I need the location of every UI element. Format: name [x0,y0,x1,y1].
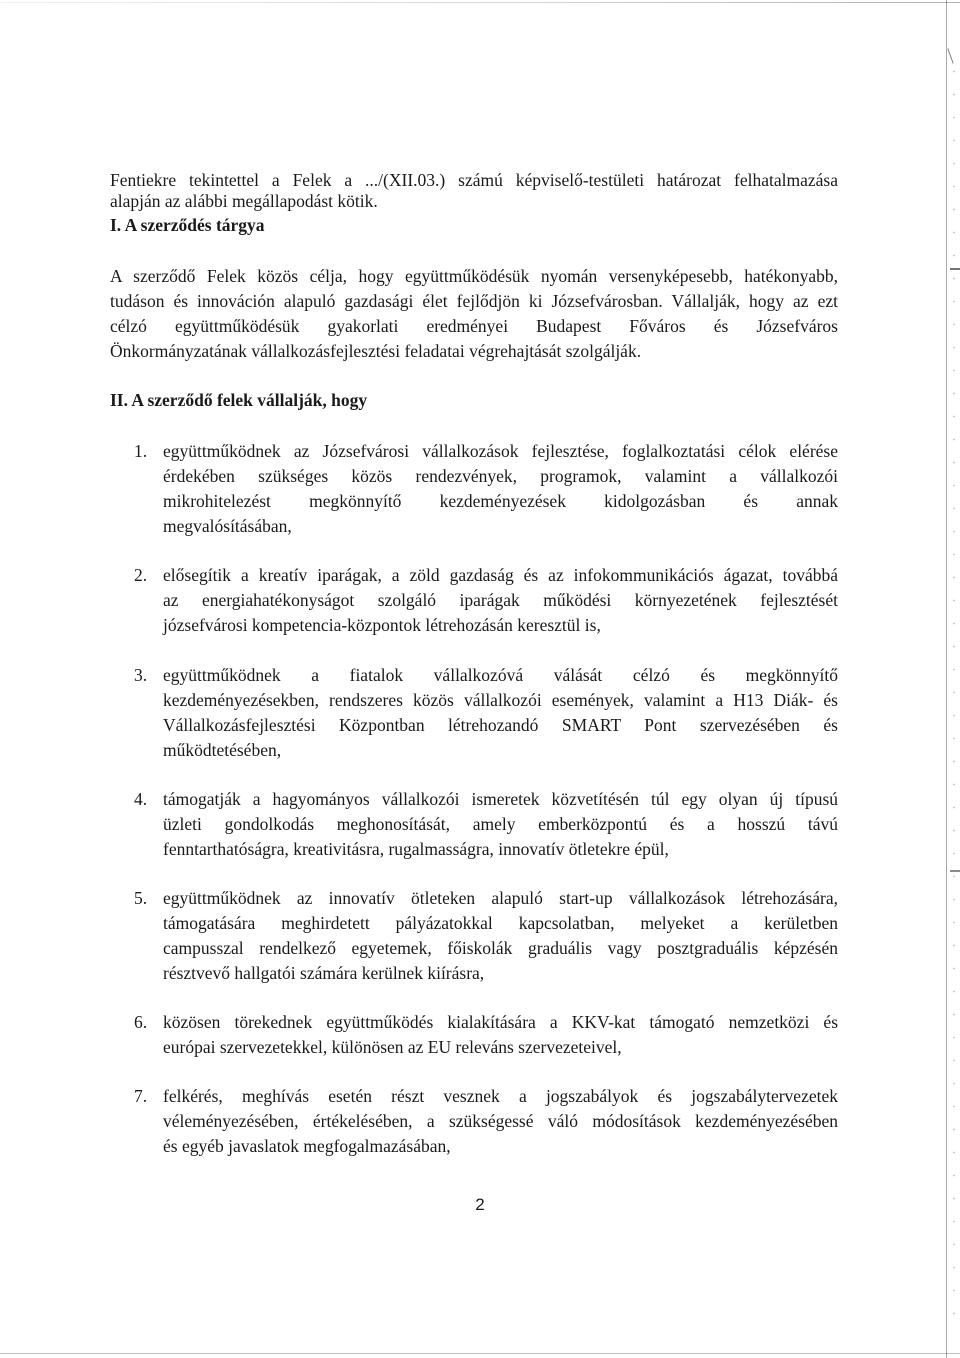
intro-line: Fentiekre tekintettel a Felek a .../(XII.03.) számú képviselő-testületi határozat felhatalmazása [110,170,838,190]
list-item-line: megvalósításában, [163,516,292,536]
list-item-number: 3. [134,665,148,685]
list-item-number: 7. [134,1086,148,1106]
list-item-line: együttműködnek az innovatív ötleteken alapuló start-up vállalkozások létrehozására, [163,888,838,908]
section-heading: I. A szerződés tárgya [110,215,265,235]
list-item-line: Vállalkozásfejlesztési Központban létrehozandó SMART Pont szervezésében és [163,715,838,735]
list-item-line: érdekében szükséges közös rendezvények, programok, valamint a vállalkozói [163,466,838,486]
paragraph-line: tudáson és innováción alapuló gazdasági élet fejlődjön ki Józsefvárosban. Vállalják, hogy az ezt [110,291,838,311]
paragraph-line: Önkormányzatának vállalkozásfejlesztési feladatai végrehajtását szolgálják. [110,341,642,361]
list-item-line: mikrohitelezést megkönnyítő kezdeményezések kidolgozásban és annak [163,491,838,511]
list-item-line: európai szervezetekkel, különösen az EU releváns szervezeteivel, [163,1037,622,1057]
scan-bottom-edge [0,1353,960,1354]
intro-line: alapján az alábbi megállapodást kötik. [110,191,378,211]
list-item-line: közösen törekednek együttműködés kialakítására a KKV-kat támogató nemzetközi és [163,1012,838,1032]
scan-right-edge [946,0,947,1358]
list-item-line: együttműködnek a fiatalok vállalkozóvá válását célzó és megkönnyítő [163,665,838,685]
list-item-number: 5. [134,888,148,908]
list-item-line: józsefvárosi kompetencia-központok létrehozásán keresztül is, [163,615,601,635]
list-item-line: együttműködnek az Józsefvárosi vállalkozások fejlesztése, foglalkoztatási célok elérése [163,441,838,461]
list-item-line: fenntarthatóságra, kreativitásra, rugalmasságra, innovatív ötletekre épül, [163,839,669,859]
scan-mark [950,268,960,270]
page-number: 2 [475,1195,485,1214]
scan-mark [947,48,953,63]
list-item-line: elősegítik a kreatív iparágak, a zöld gazdaság és az infokommunikációs ágazat, továbbá [163,565,838,585]
list-item-number: 6. [134,1012,148,1032]
list-item-line: támogatják a hagyományos vállalkozói ismeretek közvetítésén túl egy olyan új típusú [163,789,838,809]
scan-top-edge [0,2,960,3]
list-item-line: kezdeményezésekben, rendszeres közös vállalkozói események, valamint a H13 Diák- és [163,690,838,710]
paragraph-line: célzó együttműködésük gyakorlati eredményei Budapest Főváros és Józsefváros [110,316,838,336]
list-item-line: véleményezésében, értékelésében, a szükségessé váló módosítások kezdeményezésében [163,1111,838,1131]
list-item-line: támogatására meghirdetett pályázatokkal kapcsolatban, melyeket a kerületben [163,913,838,933]
list-item-number: 4. [134,789,148,809]
list-item-line: campusszal rendelkező egyetemek, főiskolák graduális vagy posztgraduális képzésén [163,938,838,958]
scan-mark [950,870,960,872]
list-item-line: az energiahatékonyságot szolgáló iparágak működési környezetének fejlesztését [163,590,838,610]
section-heading: II. A szerződő felek vállalják, hogy [110,390,368,410]
list-item-line: üzleti gondolkodás meghonosítását, amely emberközpontú és a hosszú távú [163,814,838,834]
list-item-line: felkérés, meghívás esetén részt vesznek a jogszabályok és jogszabálytervezetek [163,1086,838,1106]
list-item-line: és egyéb javaslatok megfogalmazásában, [163,1136,451,1156]
scan-noise [952,60,956,1320]
list-item-number: 1. [134,441,148,461]
list-item-number: 2. [134,565,148,585]
list-item-line: résztvevő hallgatói számára kerülnek kiírásra, [163,963,485,983]
paragraph-line: A szerződő Felek közös célja, hogy együttműködésük nyomán versenyképesebb, hatékonyabb, [110,266,838,286]
list-item-line: működtetésében, [163,740,282,760]
